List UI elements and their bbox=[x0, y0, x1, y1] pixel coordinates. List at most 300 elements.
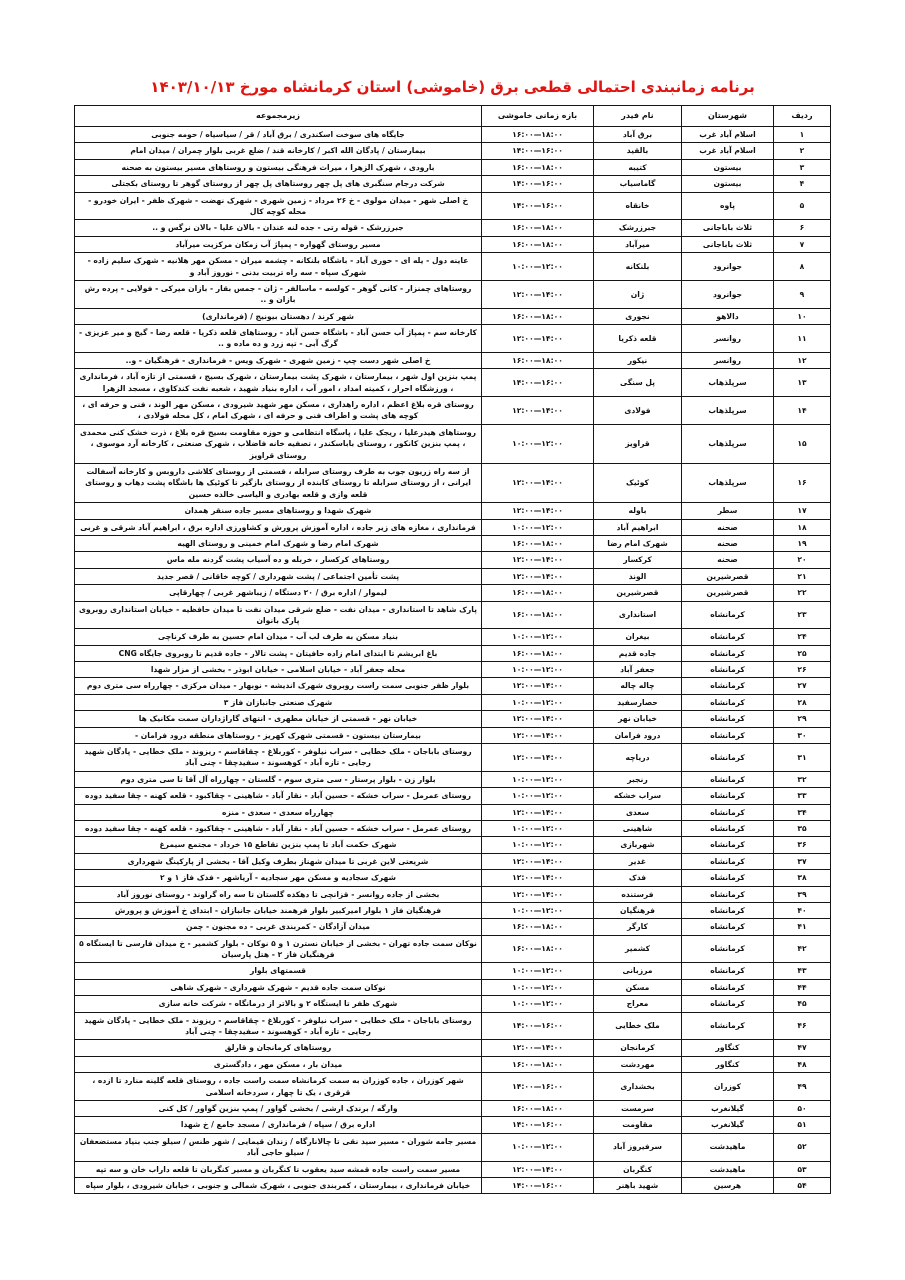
cell-outage-window: ۱۲:۰۰—۱۴:۰۰ bbox=[482, 853, 594, 869]
cell-subdivision: شهرک ظفر تا ایستگاه ۲ و بالاتر از درمانگاه - شرکت خانه سازی bbox=[75, 996, 482, 1012]
cell-county: اسلام آباد غرب bbox=[682, 143, 774, 159]
cell-row-no: ۲۴ bbox=[774, 629, 831, 645]
cell-row-no: ۶ bbox=[774, 220, 831, 236]
cell-feeder: بخشداری bbox=[594, 1073, 682, 1101]
cell-outage-window: ۱۲:۰۰—۱۴:۰۰ bbox=[482, 568, 594, 584]
cell-county: کرمانشاه bbox=[682, 935, 774, 963]
cell-row-no: ۱۶ bbox=[774, 463, 831, 502]
cell-outage-window: ۱۰:۰۰—۱۲:۰۰ bbox=[482, 771, 594, 787]
cell-outage-window: ۱۲:۰۰—۱۴:۰۰ bbox=[482, 552, 594, 568]
table-row bbox=[75, 837, 831, 853]
cell-feeder: نیکور bbox=[594, 352, 682, 368]
cell-feeder: قصرشیرین bbox=[594, 585, 682, 601]
cell-subdivision: لیموار / اداره برق / ۲۰ دستگاه / زیباشهر غربی / چهارقاپی bbox=[75, 585, 482, 601]
page-title: برنامه زمانبندی احتمالی قطعی برق (خاموشی) استان کرمانشاه مورخ ۱۴۰۳/۱۰/۱۳ bbox=[150, 78, 755, 96]
cell-county: سطر bbox=[682, 503, 774, 519]
cell-county: ماهیدشت bbox=[682, 1133, 774, 1161]
cell-subdivision: کارخانه سم - پمپاژ آب حسن آباد - باشگاه حسن آباد - روستاهای قلعه ذکریا - قلعه رضا - گیج و میر عزیزی - گرگ آبی - تپه زرد و ده ماده و .. bbox=[75, 325, 482, 353]
cell-feeder: حصارسفید bbox=[594, 694, 682, 710]
cell-feeder: کوئیک bbox=[594, 463, 682, 502]
cell-subdivision: پمپ بنزین اول شهر ، بیمارستان ، شهرک پشت بیمارستان ، شهرک بسیج ، قسمتی از تازه آباد ، فرمانداری ، ورزشگاه احرار ، کمیته امداد ، امور آب ، اداره بنیاد شهید ، شعبه نفت کندکاوی ، مسجد الزهرا bbox=[75, 369, 482, 397]
cell-row-no: ۱۰ bbox=[774, 308, 831, 324]
table-row bbox=[75, 192, 831, 220]
cell-outage-window: ۱۲:۰۰—۱۴:۰۰ bbox=[482, 678, 594, 694]
cell-subdivision: شهرک صنعتی جانبازان فاز ۳ bbox=[75, 694, 482, 710]
cell-county: کرمانشاه bbox=[682, 919, 774, 935]
cell-subdivision: چهارراه سعدی - سعدی - منزه bbox=[75, 804, 482, 820]
cell-outage-window: ۱۶:۰۰—۱۸:۰۰ bbox=[482, 535, 594, 551]
cell-row-no: ۱۸ bbox=[774, 519, 831, 535]
cell-row-no: ۲۵ bbox=[774, 645, 831, 661]
cell-county: کرمانشاه bbox=[682, 662, 774, 678]
cell-subdivision: شهر کوزران ، جاده کوزران به سمت کرمانشاه سمت راست جاده ، روستای قلعه گلینه منارد تا ازده ، قرقری ، یک تا چهار ، سردخانه اسلامی bbox=[75, 1073, 482, 1101]
cell-subdivision: پارک شاهد تا استانداری - میدان نفت - ضلع شرقی میدان نفت تا میدان حافظیه - خیابان استانداری روبروی پارک بانوان bbox=[75, 601, 482, 629]
cell-outage-window: ۱۴:۰۰—۱۶:۰۰ bbox=[482, 1117, 594, 1133]
cell-outage-window: ۱۶:۰۰—۱۸:۰۰ bbox=[482, 935, 594, 963]
table-row bbox=[75, 1117, 831, 1133]
cell-feeder: باوله bbox=[594, 503, 682, 519]
cell-feeder: جبرزرشک bbox=[594, 220, 682, 236]
cell-subdivision: جبرزرشک - قوله رتی - جده لنه عندان - بالان علیا - بالان نرگس و .. bbox=[75, 220, 482, 236]
table-row bbox=[75, 935, 831, 963]
cell-outage-window: ۱۶:۰۰—۱۸:۰۰ bbox=[482, 220, 594, 236]
cell-row-no: ۲۲ bbox=[774, 585, 831, 601]
cell-row-no: ۵۲ bbox=[774, 1133, 831, 1161]
cell-row-no: ۴۲ bbox=[774, 935, 831, 963]
cell-subdivision: بیمارستان / پادگان الله اکبر / کارخانه قند / ضلع غربی بلوار چمران / میدان امام bbox=[75, 143, 482, 159]
cell-outage-window: ۱۰:۰۰—۱۲:۰۰ bbox=[482, 629, 594, 645]
cell-subdivision: بیمارستان بیستون - قسمتی شهرک کهریز - روستاهای منطقه درود فرامان - bbox=[75, 727, 482, 743]
cell-county: کرمانشاه bbox=[682, 870, 774, 886]
cell-county: گیلانغرب bbox=[682, 1117, 774, 1133]
cell-outage-window: ۱۶:۰۰—۱۸:۰۰ bbox=[482, 352, 594, 368]
cell-row-no: ۱۷ bbox=[774, 503, 831, 519]
cell-row-no: ۳ bbox=[774, 159, 831, 175]
cell-feeder: قلعه ذکریا bbox=[594, 325, 682, 353]
cell-county: سرپلذهاب bbox=[682, 424, 774, 463]
cell-county: کرمانشاه bbox=[682, 1012, 774, 1040]
cell-feeder: استانداری bbox=[594, 601, 682, 629]
cell-feeder: کنگربان bbox=[594, 1161, 682, 1177]
cell-feeder: کرکسار bbox=[594, 552, 682, 568]
cell-row-no: ۸ bbox=[774, 253, 831, 281]
cell-feeder: کتیبه bbox=[594, 159, 682, 175]
cell-row-no: ۳۶ bbox=[774, 837, 831, 853]
cell-county: کرمانشاه bbox=[682, 837, 774, 853]
cell-row-no: ۳۹ bbox=[774, 886, 831, 902]
cell-row-no: ۳۰ bbox=[774, 727, 831, 743]
cell-subdivision: اداره برق / سپاه / فرمانداری / مسجد جامع / خ شهدا bbox=[75, 1117, 482, 1133]
cell-outage-window: ۱۲:۰۰—۱۴:۰۰ bbox=[482, 804, 594, 820]
cell-county: صحنه bbox=[682, 519, 774, 535]
cell-outage-window: ۱۴:۰۰—۱۶:۰۰ bbox=[482, 369, 594, 397]
cell-county: کرمانشاه bbox=[682, 771, 774, 787]
cell-feeder: ابراهیم آباد bbox=[594, 519, 682, 535]
table-row bbox=[75, 601, 831, 629]
table-row bbox=[75, 176, 831, 192]
cell-subdivision: عاینه دول - یله ای - حوری آباد - باشگاه بلنکانه - چشمه میران - مسکن مهر هلانیه - شهرک سلیم زاده - شهرک سپاه - سه راه تربیت بدنی - نوروز آباد و bbox=[75, 253, 482, 281]
cell-county: ثلاث باباجانی bbox=[682, 236, 774, 252]
cell-feeder: ژان bbox=[594, 280, 682, 308]
cell-feeder: غدیر bbox=[594, 853, 682, 869]
cell-county: کوزران bbox=[682, 1073, 774, 1101]
cell-outage-window: ۱۰:۰۰—۱۲:۰۰ bbox=[482, 694, 594, 710]
cell-subdivision: بلوار ظفر جنوبی سمت راست روبروی شهرک اندیشه - نوبهار - میدان مرکزی - چهارراه سی متری دوم bbox=[75, 678, 482, 694]
header-row bbox=[75, 106, 831, 127]
table-row bbox=[75, 308, 831, 324]
cell-outage-window: ۱۲:۰۰—۱۴:۰۰ bbox=[482, 1040, 594, 1056]
cell-subdivision: روستای عمرمل - سراب خشکه - حسین آباد - نقار آباد - شاهینی - چقاکبود - قلعه کهنه - چقا سفید دوده bbox=[75, 788, 482, 804]
cell-row-no: ۳۵ bbox=[774, 820, 831, 836]
cell-county: کرمانشاه bbox=[682, 694, 774, 710]
cell-subdivision: بلوار زن - بلوار پرستار - سی متری سوم - گلستان - چهارراه آل آقا تا سی متری دوم bbox=[75, 771, 482, 787]
cell-county: کرمانشاه bbox=[682, 788, 774, 804]
table-row bbox=[75, 585, 831, 601]
cell-feeder: رنجبر bbox=[594, 771, 682, 787]
cell-row-no: ۹ bbox=[774, 280, 831, 308]
cell-row-no: ۴۵ bbox=[774, 996, 831, 1012]
cell-feeder: جاده قدیم bbox=[594, 645, 682, 661]
cell-outage-window: ۱۶:۰۰—۱۸:۰۰ bbox=[482, 919, 594, 935]
table-row bbox=[75, 1012, 831, 1040]
cell-row-no: ۳۸ bbox=[774, 870, 831, 886]
cell-county: جوانرود bbox=[682, 253, 774, 281]
table-row bbox=[75, 963, 831, 979]
cell-feeder: قراویز bbox=[594, 424, 682, 463]
cell-county: گیلانغرب bbox=[682, 1101, 774, 1117]
cell-row-no: ۲ bbox=[774, 143, 831, 159]
cell-feeder: مرزبانی bbox=[594, 963, 682, 979]
cell-outage-window: ۱۲:۰۰—۱۴:۰۰ bbox=[482, 325, 594, 353]
table-row bbox=[75, 463, 831, 502]
cell-row-no: ۲۸ bbox=[774, 694, 831, 710]
table-row bbox=[75, 804, 831, 820]
cell-county: قصرشیرین bbox=[682, 568, 774, 584]
cell-row-no: ۳۲ bbox=[774, 771, 831, 787]
table-row bbox=[75, 1056, 831, 1072]
cell-subdivision: قسمتهای بلوار bbox=[75, 963, 482, 979]
cell-feeder: دریاچه bbox=[594, 744, 682, 772]
cell-outage-window: ۱۰:۰۰—۱۲:۰۰ bbox=[482, 963, 594, 979]
cell-outage-window: ۱۴:۰۰—۱۶:۰۰ bbox=[482, 1073, 594, 1101]
cell-outage-window: ۱۰:۰۰—۱۲:۰۰ bbox=[482, 788, 594, 804]
cell-subdivision: مسیر سمت راست جاده قمشه سید یعقوب تا کنگربان و مسیر کنگربان تا قلعه داراب خان و سه تپه bbox=[75, 1161, 482, 1177]
cell-county: کنگاور bbox=[682, 1040, 774, 1056]
column-header-subdivision: زیرمجموعه bbox=[75, 106, 482, 127]
table-row bbox=[75, 369, 831, 397]
cell-subdivision: مسیر جامه شوران - مسیر سید نقی تا چالانارگاه / زندان قیمایی / شهر طنس / سیلو جنب بنیاد مستضعفان / سیلو حاجی آباد bbox=[75, 1133, 482, 1161]
cell-outage-window: ۱۰:۰۰—۱۲:۰۰ bbox=[482, 253, 594, 281]
cell-outage-window: ۱۶:۰۰—۱۸:۰۰ bbox=[482, 1101, 594, 1117]
cell-feeder: فدک bbox=[594, 870, 682, 886]
cell-feeder: کارگر bbox=[594, 919, 682, 935]
cell-row-no: ۴۴ bbox=[774, 979, 831, 995]
cell-outage-window: ۱۲:۰۰—۱۴:۰۰ bbox=[482, 711, 594, 727]
cell-county: کرمانشاه bbox=[682, 886, 774, 902]
cell-county: جوانرود bbox=[682, 280, 774, 308]
cell-county: کرمانشاه bbox=[682, 853, 774, 869]
cell-feeder: فرستنده bbox=[594, 886, 682, 902]
table-row bbox=[75, 902, 831, 918]
cell-feeder: فولادی bbox=[594, 397, 682, 425]
cell-subdivision: شهرک سجادیه و مسکن مهر سجادیه - آریاشهر - فدک فاز ۱ و ۲ bbox=[75, 870, 482, 886]
cell-county: کرمانشاه bbox=[682, 902, 774, 918]
table-row bbox=[75, 236, 831, 252]
cell-feeder: ملک خطایی bbox=[594, 1012, 682, 1040]
cell-county: سرپلذهاب bbox=[682, 369, 774, 397]
cell-county: کرمانشاه bbox=[682, 804, 774, 820]
cell-subdivision: شهرک حکمت آباد تا پمپ بنزین تقاطع ۱۵ خرداد - مجتمع سیمرغ bbox=[75, 837, 482, 853]
cell-feeder: پل سنگی bbox=[594, 369, 682, 397]
cell-row-no: ۱۱ bbox=[774, 325, 831, 353]
table-row bbox=[75, 424, 831, 463]
cell-county: کرمانشاه bbox=[682, 601, 774, 629]
cell-row-no: ۲۰ bbox=[774, 552, 831, 568]
cell-outage-window: ۱۶:۰۰—۱۸:۰۰ bbox=[482, 308, 594, 324]
table-row bbox=[75, 870, 831, 886]
cell-subdivision: باغ ابریشم تا ابتدای امام زاده حافیتان - پشت تالار - جاده قدیم تا روبروی جایگاه CNG bbox=[75, 645, 482, 661]
cell-outage-window: ۱۶:۰۰—۱۸:۰۰ bbox=[482, 1056, 594, 1072]
cell-county: کرمانشاه bbox=[682, 645, 774, 661]
cell-outage-window: ۱۲:۰۰—۱۴:۰۰ bbox=[482, 1161, 594, 1177]
cell-subdivision: مسیر روستای گهواره - پمپاژ آب زمکان مرکزیت میرآباد bbox=[75, 236, 482, 252]
table-row bbox=[75, 853, 831, 869]
table-row bbox=[75, 1161, 831, 1177]
table-row bbox=[75, 1073, 831, 1101]
cell-county: کرمانشاه bbox=[682, 979, 774, 995]
cell-feeder: برق آباد bbox=[594, 127, 682, 143]
cell-feeder: گاماسیاب bbox=[594, 176, 682, 192]
column-header-feeder: نام فیدر bbox=[594, 106, 682, 127]
cell-county: کرمانشاه bbox=[682, 629, 774, 645]
cell-feeder: چاله چاله bbox=[594, 678, 682, 694]
table-body bbox=[75, 127, 831, 1194]
table-row bbox=[75, 127, 831, 143]
cell-outage-window: ۱۰:۰۰—۱۲:۰۰ bbox=[482, 1133, 594, 1161]
cell-subdivision: خ اصلی شهر - میدان مولوی - خ ۲۶ مرداد - زمین شهری - شهرک نهضت - شهرک ظفر - ایران خودرو - محله کوچه کال bbox=[75, 192, 482, 220]
cell-subdivision: روستای باباجان - ملک خطایی - سراب نیلوفر - کوربلاغ - چقاقاسم - ریزوند - ملک خطایی - پادگان شهید رجایی - تازه آباد - کوهسوند - سفیدچقا - چنی آباد bbox=[75, 1012, 482, 1040]
table-row bbox=[75, 220, 831, 236]
cell-outage-window: ۱۲:۰۰—۱۴:۰۰ bbox=[482, 280, 594, 308]
cell-feeder: شهرک امام رضا bbox=[594, 535, 682, 551]
cell-subdivision: فرمانداری ، مغازه های زیر جاده ، اداره آموزش پرورش و کشاورزی اداره برق ، ابراهیم آباد شرقی و غربی bbox=[75, 519, 482, 535]
table-row bbox=[75, 1101, 831, 1117]
cell-outage-window: ۱۲:۰۰—۱۴:۰۰ bbox=[482, 397, 594, 425]
cell-feeder: بیغران bbox=[594, 629, 682, 645]
cell-county: کرمانشاه bbox=[682, 963, 774, 979]
table-row bbox=[75, 1133, 831, 1161]
cell-row-no: ۵۰ bbox=[774, 1101, 831, 1117]
cell-feeder: خانقاه bbox=[594, 192, 682, 220]
cell-subdivision: روستاهای کرمانجان و قارلق bbox=[75, 1040, 482, 1056]
cell-subdivision: روستاهای کرکسار ، خربله و ده آسیاب پشت گردنه مله ماس bbox=[75, 552, 482, 568]
cell-subdivision: فرهنگیان فاز ۱ بلوار امیرکبیر بلوار فرهمند خیابان جانبازان - ابتدای خ آموزش و پرورش bbox=[75, 902, 482, 918]
cell-outage-window: ۱۰:۰۰—۱۲:۰۰ bbox=[482, 902, 594, 918]
table-row bbox=[75, 886, 831, 902]
cell-row-no: ۱۹ bbox=[774, 535, 831, 551]
cell-outage-window: ۱۶:۰۰—۱۸:۰۰ bbox=[482, 236, 594, 252]
cell-county: دالاهو bbox=[682, 308, 774, 324]
cell-county: کرمانشاه bbox=[682, 727, 774, 743]
cell-county: ماهیدشت bbox=[682, 1161, 774, 1177]
table-row bbox=[75, 727, 831, 743]
table-row bbox=[75, 645, 831, 661]
cell-feeder: بالقید bbox=[594, 143, 682, 159]
table-row bbox=[75, 397, 831, 425]
cell-row-no: ۳۷ bbox=[774, 853, 831, 869]
cell-feeder: سراب خشکه bbox=[594, 788, 682, 804]
table-row bbox=[75, 535, 831, 551]
cell-feeder: بلنکانه bbox=[594, 253, 682, 281]
cell-outage-window: ۱۰:۰۰—۱۲:۰۰ bbox=[482, 996, 594, 1012]
cell-county: هرسین bbox=[682, 1177, 774, 1193]
cell-outage-window: ۱۲:۰۰—۱۴:۰۰ bbox=[482, 886, 594, 902]
cell-row-no: ۱ bbox=[774, 127, 831, 143]
cell-feeder: کرمانجان bbox=[594, 1040, 682, 1056]
cell-row-no: ۱۵ bbox=[774, 424, 831, 463]
cell-subdivision: شرکت درجام سنگبری های پل چهر روستاهای پل چهر از روستای گوهر تا روستای بکجتلی bbox=[75, 176, 482, 192]
cell-outage-window: ۱۲:۰۰—۱۴:۰۰ bbox=[482, 870, 594, 886]
cell-subdivision: جایگاه های سوخت اسکندری / برق آباد / قر / سیاسیاه / حومه جنوبی bbox=[75, 127, 482, 143]
cell-subdivision: نوکان سمت جاده تهران - بخشی از خیابان نسترن ۱ و ۵ نوکان - بلوار کشمیر - خ میدان فارسی تا ایستگاه ۵ فرهنگیان فاز ۲ - هتل پارسیان bbox=[75, 935, 482, 963]
table-row bbox=[75, 919, 831, 935]
cell-feeder: فرهنگیان bbox=[594, 902, 682, 918]
outage-schedule-table bbox=[74, 105, 831, 1194]
cell-row-no: ۴۸ bbox=[774, 1056, 831, 1072]
table-row bbox=[75, 519, 831, 535]
cell-subdivision: شهرک امام رضا و شهرک امام خمینی و روستای الهیه bbox=[75, 535, 482, 551]
cell-row-no: ۴۱ bbox=[774, 919, 831, 935]
cell-subdivision: میدان آزادگان - کمربندی غربی - ده مجنون - چمن bbox=[75, 919, 482, 935]
cell-county: سرپلذهاب bbox=[682, 397, 774, 425]
table-row bbox=[75, 159, 831, 175]
cell-subdivision: روستای قره بلاغ اعظم ، اداره راهداری ، مسکن مهر شهید شیرودی ، مسکن مهر الوند ، فنی و حرفه ای ، کوچه های پشت و اطراف فنی و حرفه ای ، شهرک امام ، کل محله فولادی ، bbox=[75, 397, 482, 425]
cell-subdivision: میدان بار ، مسکن مهر ، دادگستری bbox=[75, 1056, 482, 1072]
cell-county: کنگاور bbox=[682, 1056, 774, 1072]
cell-county: قصرشیرین bbox=[682, 585, 774, 601]
cell-feeder: کشمیر bbox=[594, 935, 682, 963]
cell-row-no: ۴۰ bbox=[774, 902, 831, 918]
table-row bbox=[75, 694, 831, 710]
cell-row-no: ۷ bbox=[774, 236, 831, 252]
cell-outage-window: ۱۲:۰۰—۱۴:۰۰ bbox=[482, 503, 594, 519]
cell-subdivision: خیابان فرمانداری ، بیمارستان ، کمربندی جنوبی ، شهرک شمالی و جنوبی ، خیابان شیرودی ، بلوار سپاه bbox=[75, 1177, 482, 1193]
cell-row-no: ۲۷ bbox=[774, 678, 831, 694]
cell-row-no: ۵۱ bbox=[774, 1117, 831, 1133]
cell-outage-window: ۱۰:۰۰—۱۲:۰۰ bbox=[482, 979, 594, 995]
table-row bbox=[75, 996, 831, 1012]
cell-feeder: مهردشت bbox=[594, 1056, 682, 1072]
cell-outage-window: ۱۲:۰۰—۱۴:۰۰ bbox=[482, 727, 594, 743]
cell-row-no: ۵۴ bbox=[774, 1177, 831, 1193]
cell-feeder: درود فرامان bbox=[594, 727, 682, 743]
cell-feeder: خیابان نهر bbox=[594, 711, 682, 727]
cell-feeder: جعفر آباد bbox=[594, 662, 682, 678]
cell-row-no: ۵ bbox=[774, 192, 831, 220]
cell-feeder: شاهینی bbox=[594, 820, 682, 836]
cell-outage-window: ۱۴:۰۰—۱۶:۰۰ bbox=[482, 143, 594, 159]
cell-outage-window: ۱۶:۰۰—۱۸:۰۰ bbox=[482, 645, 594, 661]
cell-subdivision: از سه راه زریون جوب به طرف روستای سرابله ، قسمتی از روستای کلاشی داروبس و کارخانه آسفالت ایرانی ، از روستای سرابله تا روستای کابنده از روستای بازگیر تا کوئیک ها باشگاه پشت دهاب و روستای قلعه وازی و قلعه بهادری و الیاسی خالده حسین bbox=[75, 463, 482, 502]
cell-county: بیستون bbox=[682, 159, 774, 175]
column-header-county: شهرستان bbox=[682, 106, 774, 127]
cell-subdivision: بارودی ، شهرک الزهرا ، میراث فرهنگی بیستون و روستاهای مسیر بیستون به صحنه bbox=[75, 159, 482, 175]
table-row bbox=[75, 568, 831, 584]
cell-subdivision: بنیاد مسکن به طرف لب آب - میدان امام حسین به طرف کرناچی bbox=[75, 629, 482, 645]
cell-feeder: سعدی bbox=[594, 804, 682, 820]
cell-county: بیستون bbox=[682, 176, 774, 192]
cell-outage-window: ۱۶:۰۰—۱۸:۰۰ bbox=[482, 601, 594, 629]
cell-feeder: میرآباد bbox=[594, 236, 682, 252]
cell-subdivision: نوکان سمت جاده قدیم - شهرک شهرداری - شهرک شاهی bbox=[75, 979, 482, 995]
cell-outage-window: ۱۰:۰۰—۱۲:۰۰ bbox=[482, 424, 594, 463]
cell-row-no: ۴۶ bbox=[774, 1012, 831, 1040]
cell-county: کرمانشاه bbox=[682, 678, 774, 694]
table-row bbox=[75, 678, 831, 694]
table-row bbox=[75, 979, 831, 995]
table-row bbox=[75, 325, 831, 353]
table-row bbox=[75, 253, 831, 281]
cell-feeder: الوند bbox=[594, 568, 682, 584]
cell-row-no: ۳۱ bbox=[774, 744, 831, 772]
cell-row-no: ۵۳ bbox=[774, 1161, 831, 1177]
cell-county: روانسر bbox=[682, 352, 774, 368]
table-row bbox=[75, 143, 831, 159]
cell-row-no: ۱۳ bbox=[774, 369, 831, 397]
table-row bbox=[75, 503, 831, 519]
cell-feeder: شهید باهنر bbox=[594, 1177, 682, 1193]
cell-county: ثلاث باباجانی bbox=[682, 220, 774, 236]
cell-row-no: ۴ bbox=[774, 176, 831, 192]
table-row bbox=[75, 280, 831, 308]
cell-subdivision: پشت تأمین اجتماعی / پشت شهرداری / کوچه خاقانی / قصر جدید bbox=[75, 568, 482, 584]
cell-outage-window: ۱۲:۰۰—۱۴:۰۰ bbox=[482, 463, 594, 502]
cell-subdivision: خیابان نهر - قسمتی از خیابان مطهری - انتهای گاراژداران سمت مکانیک ها bbox=[75, 711, 482, 727]
cell-feeder: مسکن bbox=[594, 979, 682, 995]
cell-outage-window: ۱۰:۰۰—۱۲:۰۰ bbox=[482, 519, 594, 535]
column-header-outage-window: بازه زمانی خاموشی bbox=[482, 106, 594, 127]
cell-county: صحنه bbox=[682, 535, 774, 551]
cell-county: کرمانشاه bbox=[682, 711, 774, 727]
cell-county: کرمانشاه bbox=[682, 996, 774, 1012]
cell-county: پاوه bbox=[682, 192, 774, 220]
cell-subdivision: شهر کرند / دهستان بیونیج / (فرمانداری) bbox=[75, 308, 482, 324]
cell-subdivision: بخشی از جاده روانسر - قزانچی تا دهکده گلستان تا سه راه گراوند - روستای نوروز آباد bbox=[75, 886, 482, 902]
cell-outage-window: ۱۰:۰۰—۱۲:۰۰ bbox=[482, 837, 594, 853]
table-row bbox=[75, 771, 831, 787]
cell-subdivision: روستاهای چمنزار - کانی گوهر - کولسه - ماسالفر - ژان - جمس بقار - بازان میرکی - فولایی - پرده رش بازان و .. bbox=[75, 280, 482, 308]
cell-row-no: ۳۴ bbox=[774, 804, 831, 820]
cell-subdivision: وارگه / برندک ارشی / بخشی گواور / پمپ بنزین گواور / کل کنی bbox=[75, 1101, 482, 1117]
cell-outage-window: ۱۰:۰۰—۱۲:۰۰ bbox=[482, 820, 594, 836]
cell-row-no: ۴۳ bbox=[774, 963, 831, 979]
cell-row-no: ۳۳ bbox=[774, 788, 831, 804]
cell-outage-window: ۱۴:۰۰—۱۶:۰۰ bbox=[482, 192, 594, 220]
cell-subdivision: خ اصلی شهر دست چپ - زمین شهری - شهرک ویس - فرمانداری - فرهنگیان - و.. bbox=[75, 352, 482, 368]
cell-subdivision: شهرک شهدا و روستاهای مسیر جاده سنقر همدان bbox=[75, 503, 482, 519]
cell-outage-window: ۱۴:۰۰—۱۶:۰۰ bbox=[482, 1177, 594, 1193]
cell-feeder: شهربازی bbox=[594, 837, 682, 853]
cell-row-no: ۲۶ bbox=[774, 662, 831, 678]
cell-county: اسلام آباد غرب bbox=[682, 127, 774, 143]
table-row bbox=[75, 711, 831, 727]
cell-row-no: ۲۳ bbox=[774, 601, 831, 629]
cell-feeder: سرفیروز آباد bbox=[594, 1133, 682, 1161]
cell-outage-window: ۱۶:۰۰—۱۸:۰۰ bbox=[482, 585, 594, 601]
cell-county: روانسر bbox=[682, 325, 774, 353]
cell-feeder: مقاومت bbox=[594, 1117, 682, 1133]
cell-row-no: ۲۹ bbox=[774, 711, 831, 727]
